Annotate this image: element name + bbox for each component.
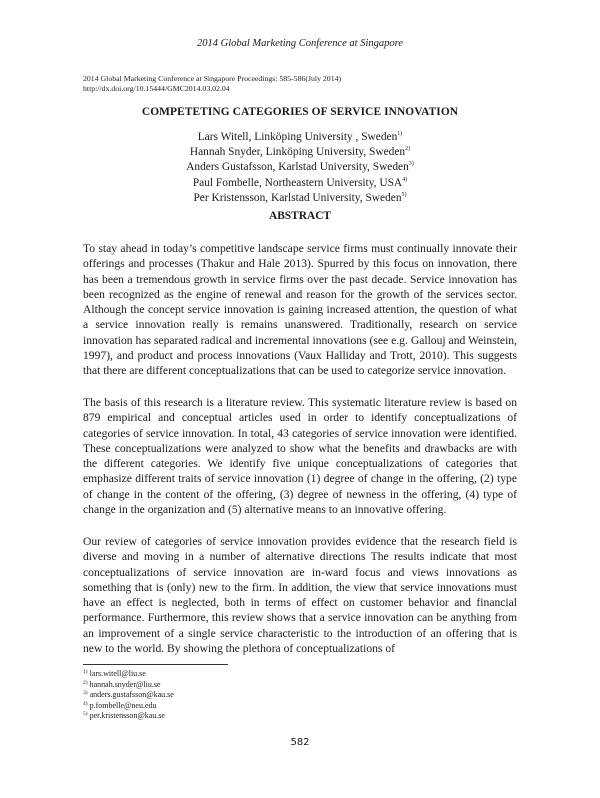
footnotes: [83, 669, 174, 722]
running-header: 2014 Global Marketing Conference at Singapore: [197, 38, 403, 49]
abstract-paragraph: The basis of this research is a literature review. This systematic literature review is based on 879 empirical and conceptual articles used in order to identify conceptualizations of categories of service innovation. In total, 43 categories of service innovation were identified. These conceptualizations were analyzed to show what the benefits and drawbacks are with the different categories. We identify five unique conceptualizations of categories that emphasize different traits of service innovation (1) degree of change in the offering, (2) type of change in the content of the offering, (3) degree of newness in the offering, (4) type of change in the organization and (5) alternative means to an innovative offering.: [83, 396, 517, 517]
abstract-paragraph: Our review of categories of service innovation provides evidence that the research field is diverse and moving in a number of alternative directions The results indicate that most conceptualizations of service innovation are in-ward focus and views innovations as something that is (only) new to the firm. In addition, the view that service innovations must have an effect is neglected, both in terms of effect on customer behavior and financial performance. Furthermore, this review shows that a service innovation can be anything from an improvement of a single service characteristic to the introduction of an offering that is new to the world. By showing the plethora of conceptualizations of: [83, 535, 517, 656]
footnote-divider: [83, 664, 228, 665]
footnote-email[interactable]: $^{5)}$ per.kristensson@kau.se: [83, 711, 165, 721]
author-line: Per Kristensson, Karlstad University, Sweden$^{5)}$: [193, 191, 407, 204]
doi-link[interactable]: http://dx.doi.org/10.15444/GMC2014.03.02.04: [83, 83, 230, 93]
author-line: Anders Gustafsson, Karlstad University, Sweden$^{3)}$: [186, 161, 414, 174]
proceedings-citation: 2014 Global Marketing Conference at Singapore Proceedings: 585-586(July 2014): [83, 74, 342, 83]
abstract-heading: ABSTRACT: [268, 210, 332, 222]
footnote-email[interactable]: $^{1)}$ lars.witell@liu.se: [83, 669, 146, 678]
footnote-email[interactable]: $^{4)}$ p.fombelle@neu.edu: [83, 700, 157, 710]
author-line: Lars Witell, Linköping University , Sweden$^{1)}$: [197, 131, 403, 143]
author-list: [0, 130, 600, 206]
paper-title: COMPETETING CATEGORIES OF SERVICE INNOVATION: [141, 106, 459, 118]
proceedings-info: [83, 74, 341, 93]
author-line: Hannah Snyder, Linköping University, Sweden$^{2)}$: [189, 146, 411, 159]
page-number: 582: [290, 737, 310, 748]
footnote-email[interactable]: $^{2)}$ hannah.snyder@liu.se: [83, 679, 161, 689]
abstract-paragraph: To stay ahead in today’s competitive landscape service firms must continually innovate their offerings and processes (Thakur and Hale 2013). Spurred by this focus on innovation, there has been a tremendous growth in service firms over the past decade. Service innovation has been recognized as the engine of renewal and reason for the growth of the services sector. Although the concept service innovation is gaining increased attention, the question of what a service innovation really is remains unanswered. Traditionally, research on service innovation has separated radical and incremental innovations (see e.g. Gallouj and Weinstein, 1997), and product and process innovations (Vaux Halliday and Trott, 2010). This suggests that there are different conceptualizations that can be used to categorize service innovation.: [83, 242, 517, 378]
author-line: Paul Fombelle, Northeastern University, USA$^{4)}$: [192, 176, 408, 189]
footnote-email[interactable]: $^{3)}$ anders.gustafsson@kau.se: [83, 690, 174, 700]
